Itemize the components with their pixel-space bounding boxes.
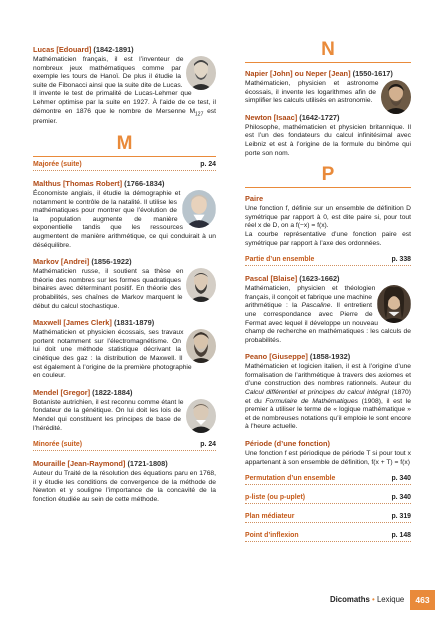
entry-years: (1766-1834) bbox=[124, 179, 165, 189]
entry-text: Mathématicien russe, il soutient sa thèse en théorie des nombres sur les formes quadratiques binaires avec déterminant positif. En théorie des probabilités, ses chaînes de Markov marquent le début du calcul stochastique. bbox=[33, 268, 184, 310]
section-letter-p: P bbox=[245, 165, 411, 188]
entry-mendel bbox=[33, 388, 216, 433]
mersenne-index: 127 bbox=[195, 110, 204, 117]
napier-portrait bbox=[381, 80, 411, 114]
entry-pascal bbox=[245, 274, 411, 345]
entry-name: Peano [Giuseppe] bbox=[245, 352, 308, 362]
entry-text: Mathématicien, physicien et théologien français, il conçoit et fabrique une machine arithmétique : la bbox=[245, 285, 376, 310]
page-number: 463 bbox=[410, 590, 435, 610]
entry-text-mid: (1870) et du bbox=[245, 389, 411, 405]
entry-text-italic: Pascaline bbox=[301, 302, 331, 310]
ref-term: Partie d’un ensemble bbox=[245, 256, 315, 264]
entry-name: Période (d’une fonction) bbox=[245, 439, 330, 449]
ref-term: Point d’inflexion bbox=[245, 532, 299, 540]
ref-term: Minorée (suite) bbox=[33, 441, 83, 449]
section-letter-n: N bbox=[245, 40, 411, 63]
entry-name: Newton [Isaac] bbox=[245, 112, 298, 122]
entry-name: Maxwell [James Clerk] bbox=[33, 318, 112, 328]
ref-page: p. 340 bbox=[391, 475, 411, 483]
cross-reference[interactable] bbox=[245, 474, 411, 485]
entry-years: (1721-1808) bbox=[127, 459, 168, 469]
entry-years: (1822-1884) bbox=[92, 387, 133, 397]
entry-name: Lucas [Edouard] bbox=[33, 45, 92, 54]
entry-years: (1842-1891) bbox=[93, 45, 134, 54]
cross-reference[interactable] bbox=[245, 512, 411, 523]
entry-text: Botaniste autrichien, il est reconnu comme étant le fondateur de la génétique. On lui doit les lois de Mendel qui constituent les principes de base de l’hérédité. bbox=[33, 398, 184, 432]
entry-text: Mathématicien et physicien écossais, ses travaux portent notamment sur l’électromagnétisme. On lui doit une méthode statistique décrivant la cinétique des gaz : la distribution de Maxwell. Il est également à l’origine de la première photographie en couleur. bbox=[33, 329, 192, 380]
ref-page: p. 148 bbox=[391, 532, 411, 540]
entry-text-tail: (1908), il est le premier à utiliser le terme de « logique mathématique » et de nombreuses notations qu’il emploie le sont encore à l’heure actuelle. bbox=[245, 397, 412, 431]
malthus-portrait bbox=[182, 190, 216, 228]
entry-mouraille bbox=[33, 459, 216, 504]
entry-text-italic-2: Formulaire de Mathématiques bbox=[265, 397, 358, 405]
mendel-portrait bbox=[186, 399, 216, 433]
cross-reference[interactable] bbox=[245, 493, 411, 504]
ref-term: Majorée (suite) bbox=[33, 161, 82, 169]
entry-malthus bbox=[33, 179, 216, 250]
entry-years: (1623-1662) bbox=[299, 274, 340, 284]
maxwell-portrait bbox=[186, 329, 216, 363]
pascal-portrait bbox=[377, 285, 411, 323]
footer-separator: • bbox=[372, 595, 375, 604]
entry-paire bbox=[245, 194, 411, 248]
entry-periode bbox=[245, 439, 411, 467]
entry-newton bbox=[245, 113, 411, 158]
entry-text: Auteur du Traité de la résolution des équations paru en 1768, il y étudie les conditions de convergence de la méthode de Newton et y souligne l’importance de la concavité de la fonction étudiée au sein de cette méthode. bbox=[33, 470, 216, 503]
entry-name: Malthus [Thomas Robert] bbox=[33, 179, 123, 189]
entry-years: (1856-1922) bbox=[91, 257, 132, 267]
lucas-portrait bbox=[186, 56, 216, 90]
entry-years: (1831-1879) bbox=[113, 318, 155, 328]
cross-reference[interactable] bbox=[245, 531, 411, 542]
entry-text: Philosophe, mathématicien et physicien britannique. Il est l’un des fondateurs du calcul infinitésimal avec Leibniz et est à l’origine de la formule du binôme qui porte son nom. bbox=[245, 123, 411, 157]
cross-reference[interactable] bbox=[245, 255, 411, 266]
entry-text: Une fonction f est périodique de période T si pour tout x appartenant à son ensemble de définition, f(x + T) = f(x) bbox=[245, 450, 411, 466]
footer-section: Lexique bbox=[376, 595, 405, 604]
entry-years: (1642-1727) bbox=[299, 112, 340, 122]
entry-text: Une fonction f, définie sur un ensemble de définition D symétrique par rapport à 0, est dite paire si, pour tout réel x de D, on a f(−x) = f(x). bbox=[245, 205, 411, 230]
ref-page: p. 319 bbox=[391, 513, 411, 521]
entry-text: Mathématicien français, il est l’inventeur de nombreux jeux mathématiques comme par exemple les tours de Hanoï. De plus il étudie la suite de Fibonacci ainsi que la suite dite de Lucas. Il invente le test de primalité de Lucas-Lehmer que Lehmer optimise par la suite en 1927. À l’aide de ce test, il démontre en 1876 que le nombre de Mersenne M bbox=[33, 56, 216, 115]
ref-page: p. 340 bbox=[391, 494, 411, 502]
entry-text: Mathématicien et logicien italien, il est à l’origine d’une formalisation de l’arithmétique à travers des axiomes et d’une construction des nombres rationnels. Auteur du bbox=[245, 363, 411, 388]
entry-name: Mouraille [Jean-Raymond] bbox=[33, 459, 126, 469]
footer-brand: Dicomaths bbox=[330, 595, 370, 604]
entry-markov bbox=[33, 257, 216, 311]
entry-text-tail: est premier. bbox=[33, 107, 217, 126]
cross-reference[interactable] bbox=[33, 440, 216, 451]
cross-reference[interactable] bbox=[33, 160, 216, 171]
left-column bbox=[33, 45, 216, 512]
entry-text-italic: Calcul différentiel et principes du calcul intégral bbox=[245, 389, 390, 397]
entry-name: Mendel [Gregor] bbox=[33, 387, 91, 397]
entry-name: Markov [Andrei] bbox=[33, 257, 90, 267]
ref-term: p-liste (ou p-uplet) bbox=[245, 494, 306, 502]
entry-years: (1858-1932) bbox=[309, 352, 351, 362]
page-footer bbox=[330, 595, 404, 604]
entry-text: Économiste anglais, il étudie la démographie et notamment le contrôle de la natalité. Il utilise les mathématiques pour montrer que l’évolution de la population augmente de manière exponentielle tandis que les ressources augmentent de manière arithmétique, ce qui conduirait à un déséquilibre. bbox=[33, 190, 216, 249]
entry-maxwell bbox=[33, 318, 216, 381]
ref-term: Permutation d’un ensemble bbox=[245, 475, 336, 483]
entry-years: (1550-1617) bbox=[352, 69, 393, 78]
section-letter-m: M bbox=[33, 134, 216, 157]
ref-page: p. 24 bbox=[200, 161, 216, 169]
entry-text-tail: . Il entretient une correspondance avec Pierre de Fermat avec lequel il développe un nouveau champ de recherche en mathématiques : les calculs de probabilités. bbox=[245, 302, 411, 344]
entry-napier bbox=[245, 69, 411, 106]
right-column bbox=[245, 40, 411, 550]
ref-term: Plan médiateur bbox=[245, 513, 295, 521]
markov-portrait bbox=[186, 268, 216, 302]
ref-page: p. 338 bbox=[391, 256, 411, 264]
entry-name: Pascal [Blaise] bbox=[245, 274, 298, 284]
ref-page: p. 24 bbox=[200, 441, 216, 449]
entry-name: Paire bbox=[245, 194, 264, 204]
entry-peano bbox=[245, 352, 411, 432]
entry-text: Mathématicien, physicien et astronome écossais, il invente les logarithmes afin de simplifier les calculs utilisés en astronomie. bbox=[245, 80, 379, 105]
entry-text-2: La courbe représentative d’une fonction paire est symétrique par rapport à l’axe des ordonnées. bbox=[245, 230, 411, 247]
entry-lucas bbox=[33, 45, 216, 127]
entry-name: Napier [John] ou Neper [Jean] bbox=[245, 69, 351, 78]
